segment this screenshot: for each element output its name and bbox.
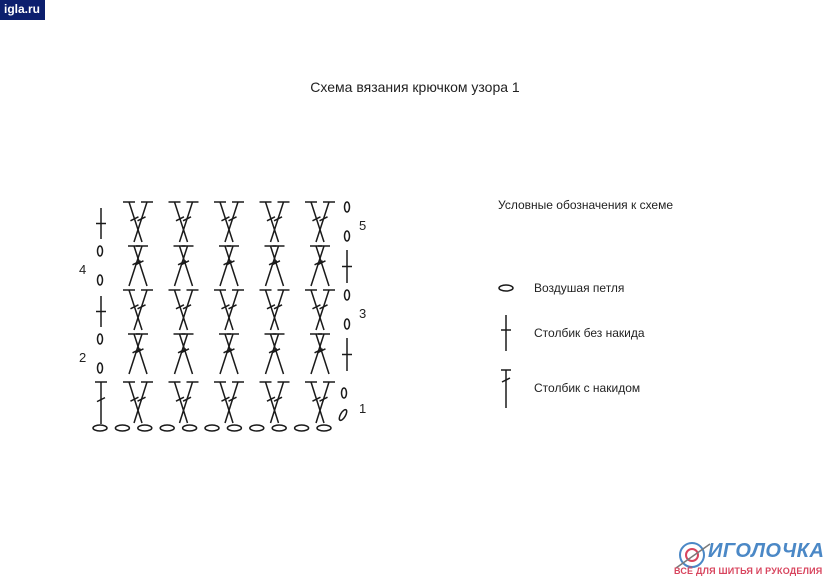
foundation-chain-stitch <box>160 425 174 431</box>
turning-chain <box>338 409 348 422</box>
foundation-chain <box>93 425 331 431</box>
brand-logo[interactable] <box>670 538 825 582</box>
foundation-chain-stitch <box>138 425 152 431</box>
double-crochet-icon <box>494 368 524 410</box>
legend-label-single-crochet: Столбик без накида <box>534 326 645 340</box>
row-number-1: 1 <box>359 401 367 416</box>
chain-stitch <box>345 202 350 212</box>
legend-label-double-crochet: Столбик с накидом <box>534 381 641 395</box>
chart-row-3 <box>96 290 350 330</box>
chain-icon <box>494 276 524 306</box>
chart-row-4 <box>98 246 353 286</box>
foundation-chain-stitch <box>93 425 107 431</box>
single-crochet-icon <box>494 313 524 355</box>
chain-stitch <box>98 334 103 344</box>
chain-stitch <box>345 290 350 300</box>
chain-stitch <box>345 319 350 329</box>
chain-stitch <box>345 231 350 241</box>
chain-stitch <box>98 246 103 256</box>
foundation-chain-stitch <box>227 425 241 431</box>
row-number-2: 2 <box>79 350 87 365</box>
foundation-chain-stitch <box>272 425 286 431</box>
legend-label-chain: Воздушая петля <box>534 281 625 295</box>
foundation-chain-stitch <box>250 425 264 431</box>
chain-stitch <box>342 388 347 398</box>
foundation-chain-stitch <box>115 425 129 431</box>
legend-title: Условные обозначения к схеме <box>498 198 674 212</box>
logo-tagline: ВСЁ ДЛЯ ШИТЬЯ И РУКОДЕЛИЯ <box>674 566 823 576</box>
row-number-4: 4 <box>79 262 87 277</box>
foundation-chain-stitch <box>205 425 219 431</box>
site-badge[interactable]: igla.ru <box>0 0 45 20</box>
foundation-chain-stitch <box>183 425 197 431</box>
row-number-3: 3 <box>359 306 367 321</box>
chart-row-5 <box>96 202 350 242</box>
logo-name: ИГОЛОЧКА <box>708 540 825 562</box>
foundation-chain-stitch <box>317 425 331 431</box>
legend-item-single-crochet <box>494 313 754 357</box>
chart-row-1 <box>95 382 348 424</box>
chain-stitch <box>98 363 103 373</box>
diagram-title: Схема вязания крючком узора 1 <box>310 79 520 95</box>
chart-row-2 <box>98 334 353 374</box>
chain-stitch <box>98 275 103 285</box>
legend-item-double-crochet <box>494 368 754 412</box>
foundation-chain-stitch <box>295 425 309 431</box>
row-number-5: 5 <box>359 218 367 233</box>
